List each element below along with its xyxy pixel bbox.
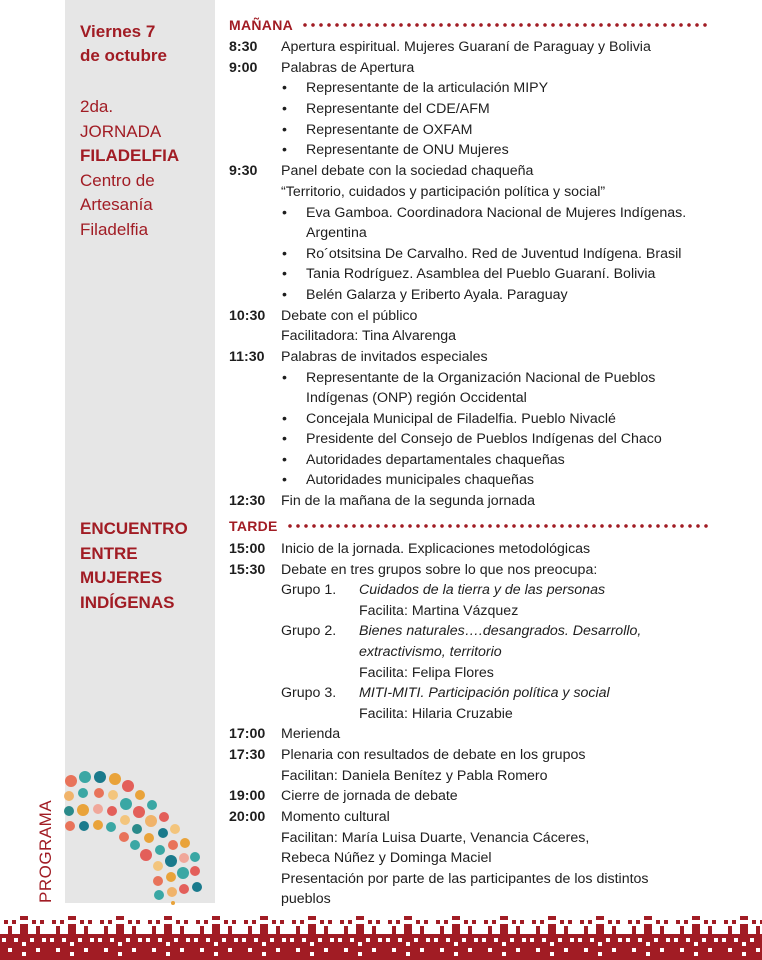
group-label: Grupo 3. xyxy=(281,685,337,701)
schedule-item: Debate en tres grupos sobre lo que nos preocupa: xyxy=(281,562,598,578)
list-item: Representante de la articulación MIPY xyxy=(306,80,549,96)
section-label: TARDE xyxy=(229,518,278,534)
group-title: Cuidados de la tierra y de las personas xyxy=(359,582,606,598)
jornada-line: Centro de xyxy=(80,170,155,190)
schedule-item: Debate con el público xyxy=(281,308,418,324)
group-label: Grupo 1. xyxy=(281,582,337,598)
date-line: de octubre xyxy=(80,46,167,65)
bullet-icon: • xyxy=(282,266,287,282)
list-item: Belén Galarza y Eriberto Ayala. Paraguay xyxy=(306,287,568,303)
time-label: 19:00 xyxy=(229,788,266,804)
list-item: Presidente del Consejo de Pueblos Indígenas del Chaco xyxy=(306,431,662,447)
bullet-icon: • xyxy=(282,370,287,386)
time-label: 9:00 xyxy=(229,60,258,76)
bullet-icon: • xyxy=(282,287,287,303)
jornada-info xyxy=(80,95,179,243)
tarde-heading xyxy=(229,518,709,534)
group-facilitator: Facilita: Martina Vázquez xyxy=(359,603,519,619)
bullet-icon: • xyxy=(282,122,287,138)
time-label: 10:30 xyxy=(229,308,266,324)
bullet-icon: • xyxy=(282,101,287,117)
list-item-continued: Indígenas (ONP) región Occidental xyxy=(306,390,527,406)
schedule-item: Presentación por parte de las participantes de los distintos xyxy=(281,871,649,887)
list-item: Eva Gamboa. Coordinadora Nacional de Mujeres Indígenas. xyxy=(306,205,687,221)
jornada-line: JORNADA xyxy=(80,121,162,141)
time-label: 15:30 xyxy=(229,562,266,578)
dotted-divider xyxy=(301,23,709,27)
facilitator: Facilitan: Daniela Benítez y Pabla Romero xyxy=(281,768,548,784)
list-item: Ro´otsitsina De Carvalho. Red de Juventud Indígena. Brasil xyxy=(306,246,682,262)
jornada-line: 2da. xyxy=(80,97,114,116)
section-label: MAÑANA xyxy=(229,17,294,33)
schedule-item-continued: pueblos xyxy=(281,891,331,907)
schedule-item: Inicio de la jornada. Explicaciones metodológicas xyxy=(281,541,591,557)
bullet-icon: • xyxy=(282,452,287,468)
time-label: 9:30 xyxy=(229,163,258,179)
schedule-item: Merienda xyxy=(281,726,341,742)
schedule-item: Cierre de jornada de debate xyxy=(281,788,458,804)
list-item: Representante de ONU Mujeres xyxy=(306,142,509,158)
list-item: Autoridades departamentales chaqueñas xyxy=(306,452,565,468)
time-label: 12:30 xyxy=(229,493,266,509)
dot-arc-icon xyxy=(55,765,215,905)
bullet-icon: • xyxy=(282,142,287,158)
bullet-icon: • xyxy=(282,411,287,427)
encuentro-line: ENTRE xyxy=(80,543,138,563)
time-label: 11:30 xyxy=(229,349,265,365)
woven-border-pattern-icon xyxy=(0,916,762,960)
manana-heading xyxy=(229,17,709,33)
list-item: Concejala Municipal de Filadelfia. Pueblo Nivaclé xyxy=(306,411,616,427)
facilitator: Facilitan: María Luisa Duarte, Venancia Cáceres, xyxy=(281,830,590,846)
time-label: 17:30 xyxy=(229,747,266,763)
group-label: Grupo 2. xyxy=(281,623,337,639)
encuentro-title xyxy=(80,517,188,615)
group-title: Bienes naturales….desangrados. Desarrollo, xyxy=(359,623,642,639)
list-item: Representante de la Organización Nacional de Pueblos xyxy=(306,370,656,386)
group-title-continued: extractivismo, territorio xyxy=(359,644,502,660)
schedule-item: Fin de la mañana de la segunda jornada xyxy=(281,493,535,509)
time-label: 20:00 xyxy=(229,809,266,825)
group-facilitator: Facilita: Felipa Flores xyxy=(359,665,494,681)
date-line: Viernes 7 xyxy=(80,22,156,41)
dotted-divider xyxy=(286,524,709,528)
time-label: 15:00 xyxy=(229,541,266,557)
jornada-line: Filadelfia xyxy=(80,219,149,239)
schedule-item: Panel debate con la sociedad chaqueña xyxy=(281,163,534,179)
list-item: Autoridades municipales chaqueñas xyxy=(306,472,534,488)
encuentro-line: ENCUENTRO xyxy=(80,519,188,538)
list-item: Representante del CDE/AFM xyxy=(306,101,490,117)
list-item-continued: Argentina xyxy=(306,225,367,241)
event-date xyxy=(80,20,167,68)
programa-vertical-label: PROGRAMA xyxy=(36,799,55,903)
bullet-icon: • xyxy=(282,80,287,96)
schedule-item: Apertura espiritual. Mujeres Guaraní de Paraguay y Bolivia xyxy=(281,39,651,55)
bullet-icon: • xyxy=(282,472,287,488)
list-item: Tania Rodríguez. Asamblea del Pueblo Guaraní. Bolivia xyxy=(306,266,656,282)
bullet-icon: • xyxy=(282,246,287,262)
encuentro-line: INDÍGENAS xyxy=(80,592,175,612)
schedule-item: Momento cultural xyxy=(281,809,390,825)
encuentro-line: MUJERES xyxy=(80,568,163,587)
facilitator-continued: Rebeca Núñez y Dominga Maciel xyxy=(281,850,492,866)
schedule-item: Plenaria con resultados de debate en los grupos xyxy=(281,747,586,763)
schedule-item: Palabras de invitados especiales xyxy=(281,349,488,365)
bullet-icon: • xyxy=(282,431,287,447)
list-item: Representante de OXFAM xyxy=(306,122,473,138)
schedule-item: Palabras de Apertura xyxy=(281,60,415,76)
jornada-city: FILADELFIA xyxy=(80,146,180,166)
time-label: 17:00 xyxy=(229,726,266,742)
group-title: MITI-MITI. Participación política y social xyxy=(359,685,610,701)
panel-title: “Territorio, cuidados y participación política y social” xyxy=(281,184,606,200)
facilitator: Facilitadora: Tina Alvarenga xyxy=(281,328,457,344)
group-facilitator: Facilita: Hilaria Cruzabie xyxy=(359,706,513,722)
bullet-icon: • xyxy=(282,205,287,221)
jornada-line: Artesanía xyxy=(80,195,153,215)
time-label: 8:30 xyxy=(229,39,258,55)
